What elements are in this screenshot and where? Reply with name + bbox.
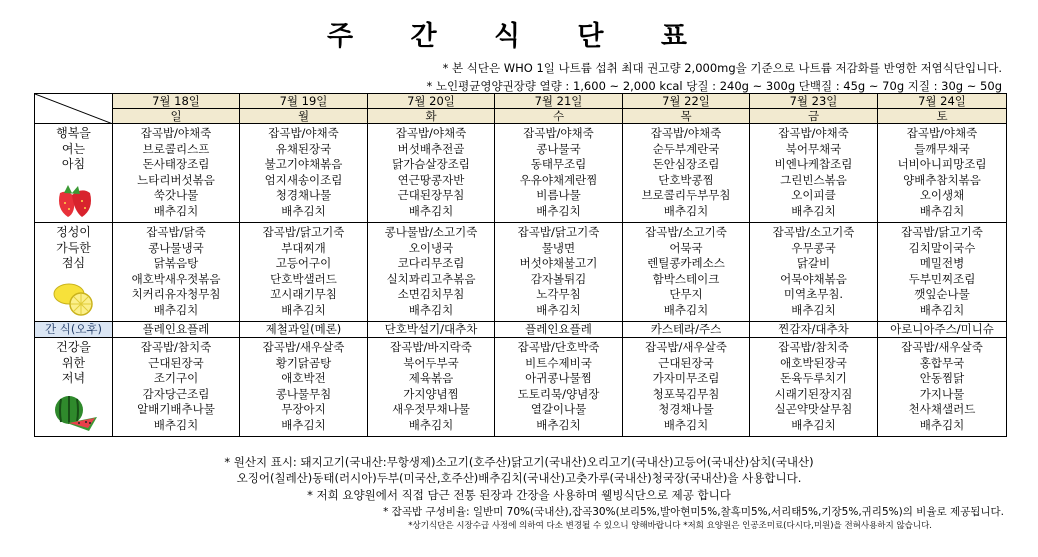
dinner-cell	[750, 338, 878, 437]
dish-item: 아귀콩나물찜	[525, 371, 592, 385]
lunch-cell	[750, 223, 878, 322]
weekday-cell: 금	[750, 109, 878, 124]
nutrition-note: * 노인평균영양권장량 열량 : 1,600 ~ 2,000 kcal 당질 : 240g ~ 300g 단백질 : 45g ~ 70g 지질 : 30g ~ 50g	[426, 79, 1002, 93]
weekday-cell: 일	[113, 109, 240, 124]
dish-item: 배추김치	[281, 302, 326, 317]
dish-item: 잡곡밥/소고기죽	[645, 225, 727, 239]
meal-label-line: 아침	[61, 157, 86, 171]
dish-item: 시래기된장지짐	[774, 386, 853, 401]
dish-item: 감자당근조림	[142, 386, 210, 401]
dish-item: 잡곡밥/바지락죽	[390, 340, 472, 354]
weekday-cell: 토	[878, 109, 1007, 124]
dish-item: 닭갈비	[796, 256, 831, 270]
date-cell: 7월 21일	[495, 94, 623, 109]
breakfast-cell	[750, 124, 878, 223]
sauce-note: * 저희 요양원에서 직접 담근 전통 된장과 간장을 사용하며 웰빙식단으로 제공 합니다	[307, 488, 731, 502]
dish-item: 애호박새우젓볶음	[131, 271, 221, 286]
dish-item: 조기구이	[153, 371, 199, 385]
dish-item: 배추김치	[281, 203, 326, 218]
dish-item: 배추김치	[791, 302, 836, 317]
dish-item: 잡곡밥/야채죽	[650, 126, 722, 140]
weekday-cell: 화	[368, 109, 495, 124]
date-cell: 7월 20일	[368, 94, 495, 109]
dish-item: 배추김치	[408, 417, 454, 432]
dish-item: 배추김치	[536, 302, 581, 317]
snack-cell: 플레인요플레	[495, 322, 623, 338]
lunch-cell	[113, 223, 240, 322]
dish-item: 함박스테이크	[652, 271, 720, 286]
dish-item: 오이생채	[919, 188, 965, 202]
dish-item: 배추김치	[663, 417, 709, 432]
date-row	[35, 94, 1007, 109]
dish-item: 두부민찌조림	[908, 271, 976, 286]
dish-item: 무장아지	[281, 402, 326, 416]
dish-item: 배추김치	[791, 203, 836, 218]
watermelon-icon	[49, 393, 99, 433]
snack-cell: 찐감자/대추차	[750, 322, 878, 338]
dish-item: 동태무조림	[530, 157, 587, 171]
dish-item: 닭볶음탕	[153, 256, 199, 270]
dish-item: 쑥갓나물	[153, 188, 199, 202]
dish-item: 가자미무조림	[652, 371, 720, 385]
meal-label-breakfast	[35, 124, 113, 223]
dish-item: 새우젓무채나물	[392, 402, 470, 416]
dish-item: 들깨무채국	[914, 141, 970, 156]
dish-item: 청경채나물	[275, 188, 332, 202]
date-cell: 7월 24일	[878, 94, 1007, 109]
dish-item: 가지나물	[919, 386, 965, 401]
dish-item: 실치꽈리고추볶음	[386, 271, 476, 286]
dish-item: 너비아니피망조림	[897, 157, 987, 171]
dish-item: 북어무채국	[785, 141, 842, 156]
dish-item: 어묵국	[669, 240, 703, 255]
breakfast-cell	[368, 124, 495, 223]
dish-item: 잡곡밥/야채죽	[395, 126, 467, 140]
snack-label: 간 식(오후)	[35, 322, 113, 338]
dish-item: 배추김치	[919, 302, 965, 317]
dish-item: 비트수제비국	[525, 355, 592, 370]
dish-item: 엄지새송이조림	[264, 172, 343, 187]
dish-item: 배추김치	[153, 417, 199, 432]
date-cell: 7월 18일	[113, 94, 240, 109]
lunch-cell	[368, 223, 495, 322]
dish-item: 배추김치	[153, 203, 199, 218]
diagonal-line	[35, 94, 113, 124]
dish-item: 단호박샐러드	[270, 271, 337, 286]
dish-item: 배추김치	[536, 417, 581, 432]
dish-item: 잡곡밥/닭고기죽	[262, 225, 345, 239]
dish-item: 콩나물냉국	[148, 240, 204, 255]
dish-item: 배추김치	[919, 203, 965, 218]
dish-item: 근대된장무침	[397, 188, 465, 202]
dish-item: 돈육두루치기	[780, 371, 847, 385]
dish-item: 그린빈스볶음	[780, 172, 847, 187]
grain-ratio-note: * 잡곡밥 구성비율: 일반미 70%(국내산),잡곡30%(보리5%,발아현미5%,찰흑미5%,서리태5%,기장5%,귀리5%)의 비율로 제공됩니다.	[383, 506, 1004, 518]
dish-item: 오이피클	[791, 188, 836, 202]
dish-item: 잡곡밥/닭고기죽	[517, 225, 600, 239]
dish-item: 콩나물국	[536, 141, 581, 156]
breakfast-cell	[240, 124, 368, 223]
dish-item: 실곤약맛살무침	[774, 402, 853, 416]
dish-item: 비엔나케찹조림	[774, 157, 853, 171]
meal-label-line: 정성이	[56, 225, 91, 239]
dish-item: 안동찜닭	[919, 371, 965, 385]
weekday-cell: 목	[623, 109, 750, 124]
dish-item: 어묵야채볶음	[780, 271, 847, 286]
dish-item: 배추김치	[663, 302, 709, 317]
dish-item: 애호박전	[281, 371, 326, 385]
dish-item: 버섯배추전골	[397, 141, 465, 156]
corner-cell	[35, 94, 113, 124]
dish-item: 고등어구이	[275, 256, 332, 270]
page-title: 주 간 식 단 표	[326, 21, 711, 52]
weekday-cell: 수	[495, 109, 623, 124]
dish-item: 북어두부국	[403, 355, 459, 370]
dinner-cell	[623, 338, 750, 437]
dinner-cell	[495, 338, 623, 437]
dish-item: 감자볼튀김	[530, 271, 587, 286]
lunch-cell	[878, 223, 1007, 322]
dish-item: 소면김치무침	[397, 287, 465, 301]
dish-item: 콩나물밥/소고기죽	[384, 225, 478, 239]
dish-item: 꼬시래기무침	[270, 287, 337, 301]
meal-label-line: 점심	[61, 256, 86, 270]
dish-item: 황기닭곰탕	[275, 355, 332, 370]
dish-item: 부대찌개	[281, 240, 326, 255]
dish-item: 청포묵김무침	[652, 386, 720, 401]
dish-item: 잡곡밥/참치죽	[778, 340, 849, 354]
sodium-note: * 본 식단은 WHO 1일 나트륨 섭취 최대 권고량 2,000mg을 기준으로 나트륨 저감화를 반영한 저염식단입니다.	[442, 61, 1002, 75]
meal-label-line: 위한	[61, 355, 86, 370]
lunch-cell	[240, 223, 368, 322]
meal-label-line: 저녁	[61, 371, 86, 385]
dish-item: 돈사태장조림	[142, 157, 210, 171]
dish-item: 브로콜리두부무침	[641, 188, 731, 202]
breakfast-cell	[495, 124, 623, 223]
dish-item: 김치말이국수	[908, 240, 976, 255]
meal-label-lunch	[35, 223, 113, 322]
snack-cell: 카스테라/주스	[623, 322, 750, 338]
dish-item: 불고기야채볶음	[264, 157, 343, 171]
dish-item: 렌틸콩카레소스	[647, 256, 725, 270]
dish-item: 가지양념찜	[403, 386, 459, 401]
origin-note: * 원산지 표시: 돼지고기(국내산:무항생제)소고기(호주산)닭고기(국내산)오리고기(국내산)고등어(국내산)삼치(국내산)	[224, 455, 814, 469]
meal-label-dinner	[35, 338, 113, 437]
snack-cell: 플레인요플레	[113, 322, 240, 338]
strawberry-icon	[52, 179, 96, 221]
dish-item: 양배추참치볶음	[903, 172, 981, 187]
lunch-row	[35, 223, 1007, 322]
dinner-cell	[368, 338, 495, 437]
dish-item: 느타리버섯볶음	[137, 172, 215, 187]
dish-item: 연근땅콩자반	[397, 172, 465, 187]
dish-item: 근대된장국	[658, 355, 714, 370]
origin-note-cont: 오징어(칠레산)동태(러시아)두부(미국산,호주산)배추김치(국내산)고춧가루(국내산)청국장(국내산)을 사용합니다.	[236, 471, 802, 485]
dish-item: 잡곡밥/닭죽	[146, 225, 206, 239]
dish-item: 근대된장국	[148, 355, 204, 370]
breakfast-cell	[113, 124, 240, 223]
dinner-cell	[878, 338, 1007, 437]
dish-item: 열갈이나물	[530, 402, 587, 416]
date-cell: 7월 19일	[240, 94, 368, 109]
dish-item: 잡곡밥/야채죽	[523, 126, 594, 140]
dish-item: 배추김치	[791, 417, 836, 432]
dish-item: 배추김치	[663, 203, 709, 218]
dish-item: 콩나물무침	[275, 386, 332, 401]
breakfast-row	[35, 124, 1007, 223]
dish-item: 단무지	[669, 287, 703, 301]
dish-item: 배추김치	[919, 417, 965, 432]
disclaimer-note: *상기식단은 시장수급 사정에 의하여 다소 변경될 수 있으니 양해바랍니다 *저희 요양원은 인공조미료(다시다,미원)을 전혀사용하지 않습니다.	[408, 521, 932, 531]
dish-item: 닭가슴살장조림	[392, 157, 470, 171]
meal-label-line: 행복을	[56, 126, 91, 140]
date-cell: 7월 23일	[750, 94, 878, 109]
dish-item: 알배기배추나물	[137, 402, 215, 416]
dish-item: 단호박콩찜	[658, 172, 714, 187]
dish-item: 청경채나물	[658, 402, 714, 416]
dish-item: 배추김치	[153, 302, 199, 317]
dish-item: 잡곡밥/야채죽	[140, 126, 212, 140]
snack-cell: 아로니아주스/미니슈	[878, 322, 1007, 338]
date-cell: 7월 22일	[623, 94, 750, 109]
dish-item: 잡곡밥/새우살죽	[262, 340, 345, 354]
dish-item: 오이냉국	[408, 240, 454, 255]
dish-item: 비름나물	[536, 188, 581, 202]
dish-item: 잡곡밥/단호박죽	[517, 340, 600, 354]
breakfast-cell	[878, 124, 1007, 223]
dish-item: 코다리무조림	[397, 256, 465, 270]
dish-item: 유채된장국	[275, 141, 332, 156]
dish-item: 제육볶음	[408, 371, 454, 385]
dish-item: 순두부계란국	[652, 141, 720, 156]
dish-item: 잡곡밥/야채죽	[906, 126, 978, 140]
dish-item: 미역초무침.	[783, 287, 844, 301]
dish-item: 버섯야채불고기	[519, 256, 598, 270]
dinner-cell	[240, 338, 368, 437]
dish-item: 잡곡밥/닭고기죽	[901, 225, 983, 239]
dish-item: 깻잎순나물	[914, 287, 970, 301]
dish-item: 잡곡밥/야채죽	[778, 126, 849, 140]
dish-item: 도토리묵/양념장	[517, 386, 600, 401]
lunch-cell	[623, 223, 750, 322]
dinner-cell	[113, 338, 240, 437]
dish-item: 노각무침	[536, 287, 581, 301]
snack-cell: 제철과일(메론)	[240, 322, 368, 338]
dish-item: 우무콩국	[791, 240, 836, 255]
snack-row	[35, 322, 1007, 338]
dish-item: 돈안심장조림	[652, 157, 720, 171]
meal-label-line: 여는	[61, 141, 86, 156]
dish-item: 배추김치	[536, 203, 581, 218]
dish-item: 배추김치	[408, 203, 454, 218]
lemon-icon	[51, 278, 97, 318]
weekday-cell: 월	[240, 109, 368, 124]
lunch-cell	[495, 223, 623, 322]
dish-item: 메밀전병	[919, 256, 965, 270]
dinner-row	[35, 338, 1007, 437]
dish-item: 배추김치	[281, 417, 326, 432]
dish-item: 애호박된장국	[780, 355, 847, 370]
weekday-row	[35, 109, 1007, 124]
dish-item: 천사채샐러드	[908, 402, 976, 416]
dish-item: 홍합무국	[919, 355, 965, 370]
dish-item: 치커리유자청무침	[131, 287, 221, 301]
dish-item: 잡곡밥/새우살죽	[645, 340, 727, 354]
meal-label-line: 가득한	[56, 240, 91, 255]
meal-label-line: 건강을	[56, 340, 91, 354]
snack-cell: 단호박설기/대추차	[368, 322, 495, 338]
dish-item: 브로콜리스프	[142, 141, 210, 156]
breakfast-cell	[623, 124, 750, 223]
dish-item: 잡곡밥/새우살죽	[901, 340, 983, 354]
dish-item: 배추김치	[408, 302, 454, 317]
dish-item: 잡곡밥/소고기죽	[772, 225, 855, 239]
dish-item: 잡곡밥/참치죽	[140, 340, 212, 354]
dish-item: 잡곡밥/야채죽	[268, 126, 339, 140]
dish-item: 우유야채계란찜	[519, 172, 598, 187]
dish-item: 물냉면	[541, 240, 576, 255]
weekly-menu-table	[34, 93, 1007, 437]
